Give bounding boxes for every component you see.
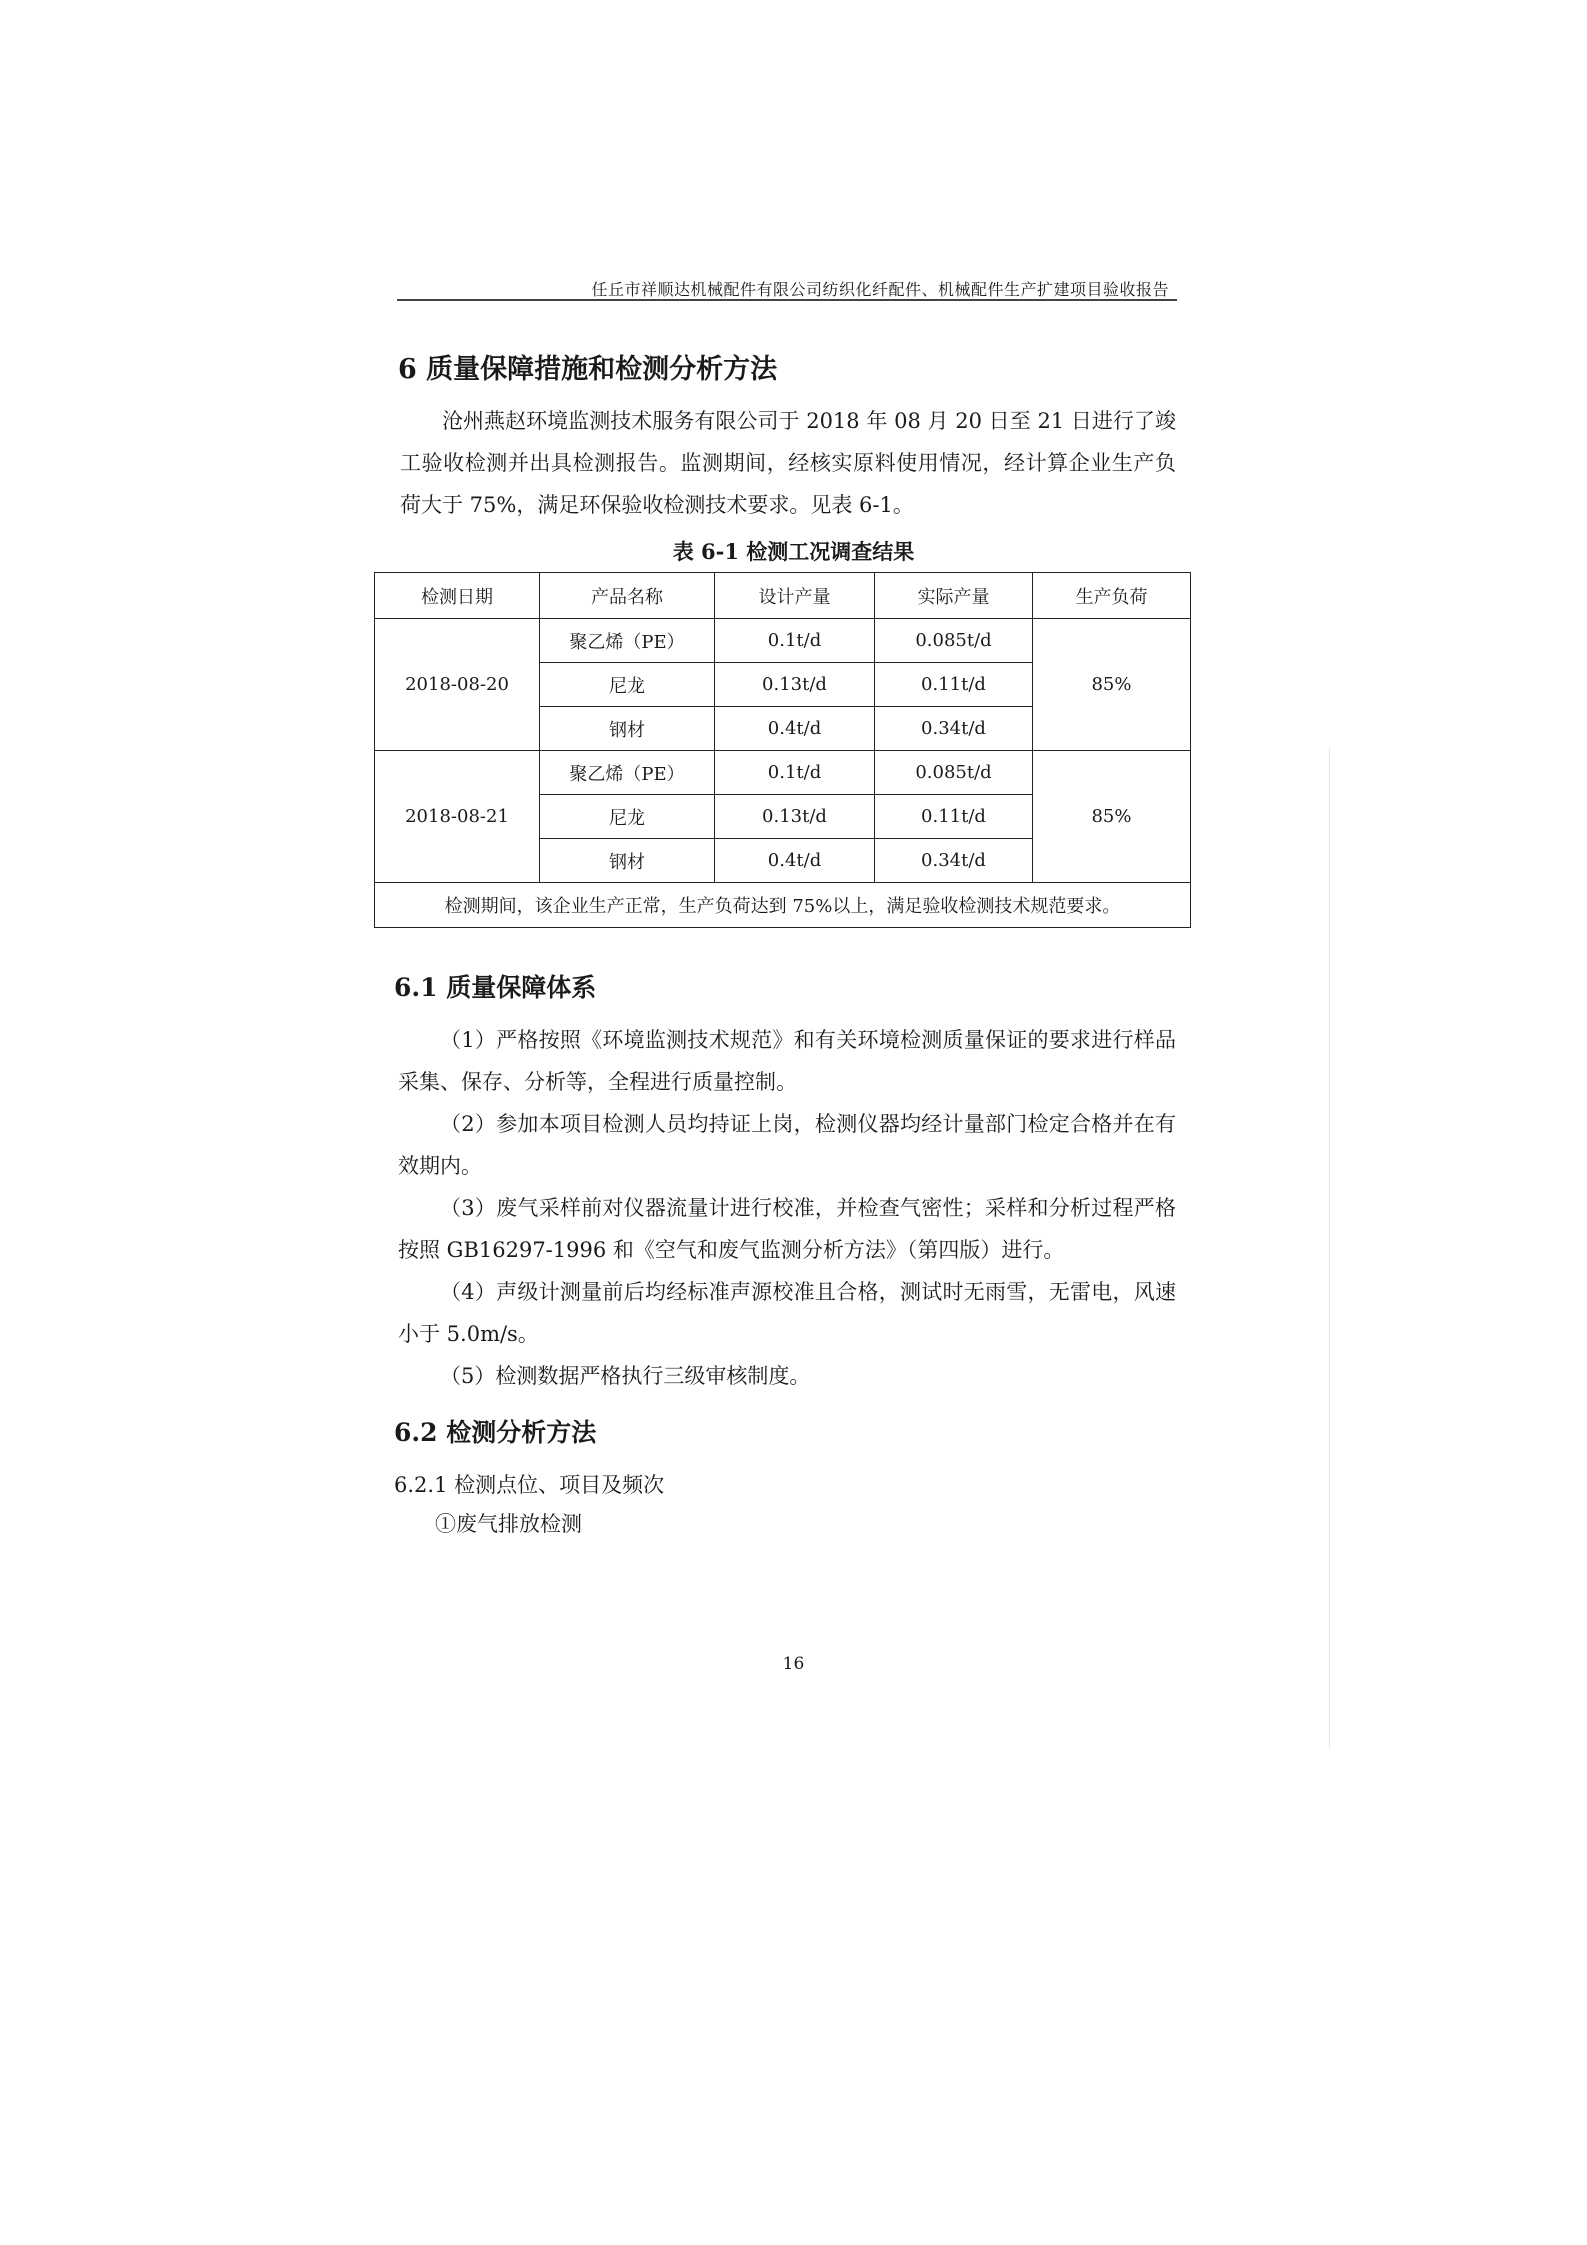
cell-design: 0.4t/d <box>715 839 875 883</box>
cell-date: 2018-08-20 <box>375 619 540 751</box>
cell-actual: 0.085t/d <box>875 619 1033 663</box>
cell-actual: 0.34t/d <box>875 839 1033 883</box>
table-row <box>375 751 1191 795</box>
cell-actual: 0.11t/d <box>875 663 1033 707</box>
cell-load: 85% <box>1033 619 1191 751</box>
cell-load: 85% <box>1033 751 1191 883</box>
scan-edge-mark <box>1329 748 1332 1748</box>
header-title: 任丘市祥顺达机械配件有限公司纺织化纤配件、机械配件生产扩建项目验收报告 <box>591 280 1169 299</box>
qa-item-1: （1）严格按照《环境监测技术规范》和有关环境检测质量保证的要求进行样品采集、保存、分析等，全程进行质量控制。 <box>398 1028 1176 1094</box>
qa-item-3: （3）废气采样前对仪器流量计进行校准，并检查气密性；采样和分析过程严格按照 GB16297-1996 和《空气和废气监测分析方法》（第四版）进行。 <box>398 1196 1176 1262</box>
cell-product: 尼龙 <box>540 663 715 707</box>
cell-actual: 0.11t/d <box>875 795 1033 839</box>
section-6-intro: 沧州燕赵环境监测技术服务有限公司于 2018 年 08 月 20 日至 21 日进行了竣工验收检测并出具检测报告。监测期间，经核实原料使用情况，经计算企业生产负荷大于 75%，满足环保验收检测技术要求。见表 6-1。 <box>400 409 1176 517</box>
header-rule <box>397 299 1177 301</box>
cell-design: 0.1t/d <box>715 751 875 795</box>
cell-product: 聚乙烯（PE） <box>540 751 715 795</box>
section-6-2-1-title: 6.2.1 检测点位、项目及频次 <box>394 1473 665 1497</box>
th-date: 检测日期 <box>375 573 540 619</box>
cell-design: 0.4t/d <box>715 707 875 751</box>
section-6-2-title: 6.2 检测分析方法 <box>394 1418 597 1447</box>
section-6-1-title: 6.1 质量保障体系 <box>394 973 597 1002</box>
cell-date: 2018-08-21 <box>375 751 540 883</box>
section-6-2-1-item: ①废气排放检测 <box>435 1512 582 1536</box>
table-6-1 <box>374 572 1191 928</box>
page-number: 16 <box>782 1654 805 1674</box>
cell-design: 0.1t/d <box>715 619 875 663</box>
cell-product: 尼龙 <box>540 795 715 839</box>
cell-actual: 0.085t/d <box>875 751 1033 795</box>
th-product: 产品名称 <box>540 573 715 619</box>
table-note-row <box>375 883 1191 928</box>
th-design-output: 设计产量 <box>715 573 875 619</box>
qa-item-2: （2）参加本项目检测人员均持证上岗，检测仪器均经计量部门检定合格并在有效期内。 <box>398 1112 1176 1178</box>
cell-design: 0.13t/d <box>715 795 875 839</box>
table-header-row <box>375 573 1191 619</box>
running-header <box>397 277 1177 307</box>
cell-product: 钢材 <box>540 839 715 883</box>
cell-design: 0.13t/d <box>715 663 875 707</box>
cell-product: 钢材 <box>540 707 715 751</box>
qa-item-5: （5）检测数据严格执行三级审核制度。 <box>440 1364 811 1388</box>
th-actual-output: 实际产量 <box>875 573 1033 619</box>
cell-actual: 0.34t/d <box>875 707 1033 751</box>
th-load: 生产负荷 <box>1033 573 1191 619</box>
table-note: 检测期间，该企业生产正常，生产负荷达到 75%以上，满足验收检测技术规范要求。 <box>375 883 1191 928</box>
section-6-title: 6 质量保障措施和检测分析方法 <box>398 354 778 385</box>
table-6-1-caption: 表 6-1 检测工况调查结果 <box>672 539 915 564</box>
table-row <box>375 619 1191 663</box>
qa-item-4: （4）声级计测量前后均经标准声源校准且合格，测试时无雨雪，无雷电，风速小于 5.0m/s。 <box>398 1280 1176 1346</box>
cell-product: 聚乙烯（PE） <box>540 619 715 663</box>
